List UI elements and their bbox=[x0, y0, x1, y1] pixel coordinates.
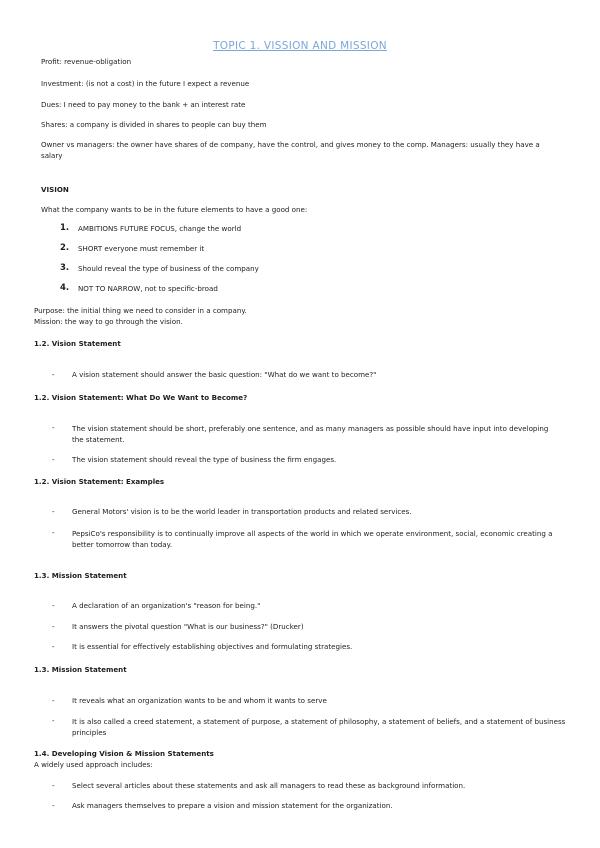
bullet-dash: - bbox=[52, 696, 55, 705]
bullet-text: PepsiCo's responsibility is to continually improve all aspects of the world in which we operate environment, social, economic creating a better tomorrow than today. bbox=[72, 529, 553, 549]
vision-item-text: NOT TO NARROW, not to specific-broad bbox=[78, 284, 218, 293]
bullet-text: The vision statement should be short, preferably one sentence, and as many managers as possible should have input into developing the statement. bbox=[72, 424, 549, 444]
bullet-text: General Motors' vision is to be the world leader in transportation products and related services. bbox=[72, 507, 412, 516]
bullet-text: It is essential for effectively establishing objectives and formulating strategies. bbox=[72, 642, 353, 651]
definition-investment: Investment: (is not a cost) in the future I expect a revenue bbox=[41, 79, 250, 88]
bullet-text: A declaration of an organization's "reason for being." bbox=[72, 601, 261, 610]
bullet-dash: - bbox=[52, 370, 55, 379]
vision-item-text: Should reveal the type of business of the company bbox=[78, 264, 259, 273]
bullet-text: It answers the pivotal question "What is our business?" (Drucker) bbox=[72, 622, 304, 631]
vision-item-text: AMBITIONS FUTURE FOCUS, change the world bbox=[78, 224, 242, 233]
definition-shares: Shares: a company is divided in shares to people can buy them bbox=[41, 120, 267, 129]
vision-heading: VISION bbox=[41, 185, 69, 194]
vision-item-text: SHORT everyone must remember it bbox=[78, 244, 205, 253]
purpose-line: Purpose: the initial thing we need to consider in a company. bbox=[34, 306, 247, 315]
bullet-dash: - bbox=[52, 601, 55, 610]
vision-item-number: 1. bbox=[60, 223, 70, 233]
definition-profit: Profit: revenue-obligation bbox=[41, 57, 132, 66]
vision-item-number: 3. bbox=[60, 263, 70, 273]
section-heading: 1.3. Mission Statement bbox=[34, 665, 127, 674]
bullet-dash: - bbox=[52, 455, 55, 464]
page-title: TOPIC 1. VISSION AND MISSION bbox=[213, 40, 387, 52]
section-intro: A widely used approach includes: bbox=[34, 760, 153, 769]
bullet-dash: - bbox=[52, 622, 55, 631]
bullet-dash: - bbox=[52, 716, 55, 725]
definition-dues: Dues: I need to pay money to the bank + an interest rate bbox=[41, 100, 246, 109]
definition-owner-vs-managers: Owner vs managers: the owner have shares of de company, have the control, and gives money to the comp. Managers: usually they have a salary bbox=[41, 140, 540, 160]
section-heading: 1.4. Developing Vision & Mission Statements bbox=[34, 749, 214, 758]
bullet-text: It is also called a creed statement, a statement of purpose, a statement of philosophy, a statement of beliefs, and a statement of business principles bbox=[72, 717, 566, 737]
section-heading: 1.3. Mission Statement bbox=[34, 571, 127, 580]
section-heading: 1.2. Vision Statement: Examples bbox=[34, 477, 165, 486]
section-heading: 1.2. Vision Statement: What Do We Want to Become? bbox=[34, 393, 248, 402]
bullet-dash: - bbox=[52, 507, 55, 516]
bullet-text: Select several articles about these statements and ask all managers to read these as background information. bbox=[72, 781, 466, 790]
bullet-text: It reveals what an organization wants to be and whom it wants to serve bbox=[72, 696, 327, 705]
bullet-text: A vision statement should answer the basic question: "What do we want to become?" bbox=[72, 370, 377, 379]
bullet-dash: - bbox=[52, 642, 55, 651]
bullet-dash: - bbox=[52, 423, 55, 432]
bullet-dash: - bbox=[52, 781, 55, 790]
vision-item-number: 4. bbox=[60, 283, 70, 293]
vision-intro: What the company wants to be in the future elements to have a good one: bbox=[41, 205, 308, 214]
bullet-text: The vision statement should reveal the type of business the firm engages. bbox=[72, 455, 337, 464]
bullet-text: Ask managers themselves to prepare a vision and mission statement for the organization. bbox=[72, 801, 393, 810]
mission-line: Mission: the way to go through the vision. bbox=[34, 317, 183, 326]
bullet-dash: - bbox=[52, 801, 55, 810]
vision-item-number: 2. bbox=[60, 243, 70, 253]
bullet-dash: - bbox=[52, 528, 55, 537]
section-heading: 1.2. Vision Statement bbox=[34, 339, 121, 348]
